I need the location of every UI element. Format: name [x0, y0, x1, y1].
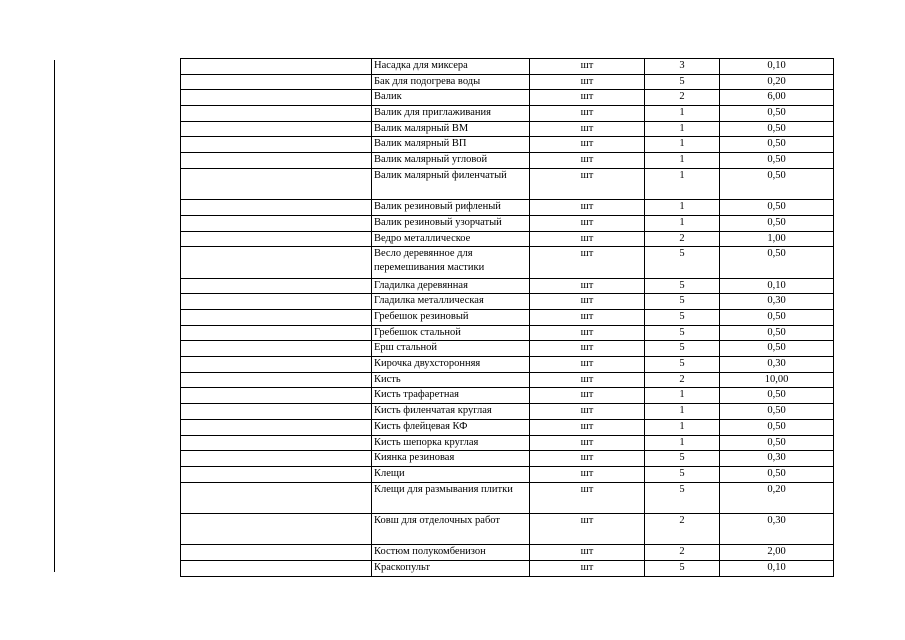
table-row: [181, 451, 834, 467]
unit-cell: шт: [530, 200, 645, 216]
empty-cell: [181, 435, 372, 451]
norm-cell: 0,50: [720, 388, 834, 404]
norm-cell: 10,00: [720, 372, 834, 388]
table-row: [181, 168, 834, 199]
unit-cell: шт: [530, 435, 645, 451]
item-name-cell: Ковш для отделочных работ: [372, 513, 530, 544]
quantity-cell: 2: [645, 545, 720, 561]
item-name-cell: Гладилка металлическая: [372, 294, 530, 310]
norm-cell: 0,50: [720, 466, 834, 482]
unit-cell: шт: [530, 388, 645, 404]
norm-cell: 0,50: [720, 168, 834, 199]
table-row: [181, 231, 834, 247]
norm-cell: 0,50: [720, 310, 834, 326]
quantity-cell: 2: [645, 513, 720, 544]
table-row: [181, 325, 834, 341]
quantity-cell: 1: [645, 153, 720, 169]
empty-cell: [181, 545, 372, 561]
unit-cell: шт: [530, 419, 645, 435]
unit-cell: шт: [530, 168, 645, 199]
unit-cell: шт: [530, 137, 645, 153]
page-margin-line: [54, 60, 55, 572]
norm-cell: 0,30: [720, 294, 834, 310]
quantity-cell: 2: [645, 90, 720, 106]
unit-cell: шт: [530, 404, 645, 420]
unit-cell: шт: [530, 153, 645, 169]
item-name-cell: Ерш стальной: [372, 341, 530, 357]
table-row: [181, 106, 834, 122]
unit-cell: шт: [530, 310, 645, 326]
empty-cell: [181, 310, 372, 326]
quantity-cell: 5: [645, 561, 720, 577]
inventory-table-body: [181, 59, 834, 577]
empty-cell: [181, 153, 372, 169]
empty-cell: [181, 231, 372, 247]
quantity-cell: 1: [645, 168, 720, 199]
item-name-cell: Кисть трафаретная: [372, 388, 530, 404]
norm-cell: 0,50: [720, 419, 834, 435]
empty-cell: [181, 106, 372, 122]
unit-cell: шт: [530, 215, 645, 231]
quantity-cell: 5: [645, 247, 720, 278]
table-row: [181, 466, 834, 482]
empty-cell: [181, 278, 372, 294]
table-row: [181, 294, 834, 310]
norm-cell: 0,50: [720, 200, 834, 216]
quantity-cell: 5: [645, 341, 720, 357]
table-row: [181, 310, 834, 326]
unit-cell: шт: [530, 466, 645, 482]
table-row: [181, 74, 834, 90]
item-name-cell: Весло деревянное для перемешивания мастики: [372, 247, 530, 278]
item-name-cell: Ведро металлическое: [372, 231, 530, 247]
norm-cell: 0,50: [720, 137, 834, 153]
table-row: [181, 482, 834, 513]
item-name-cell: Гладилка деревянная: [372, 278, 530, 294]
quantity-cell: 5: [645, 310, 720, 326]
item-name-cell: Клещи: [372, 466, 530, 482]
empty-cell: [181, 74, 372, 90]
empty-cell: [181, 121, 372, 137]
quantity-cell: 5: [645, 294, 720, 310]
quantity-cell: 2: [645, 231, 720, 247]
table-row: [181, 247, 834, 278]
norm-cell: 0,10: [720, 278, 834, 294]
empty-cell: [181, 200, 372, 216]
table-row: [181, 545, 834, 561]
norm-cell: 2,00: [720, 545, 834, 561]
quantity-cell: 3: [645, 59, 720, 75]
empty-cell: [181, 341, 372, 357]
unit-cell: шт: [530, 90, 645, 106]
unit-cell: шт: [530, 74, 645, 90]
unit-cell: шт: [530, 325, 645, 341]
empty-cell: [181, 215, 372, 231]
quantity-cell: 5: [645, 74, 720, 90]
quantity-cell: 5: [645, 451, 720, 467]
item-name-cell: Валик для приглаживания: [372, 106, 530, 122]
item-name-cell: Кисть филенчатая круглая: [372, 404, 530, 420]
norm-cell: 0,50: [720, 215, 834, 231]
norm-cell: 0,30: [720, 451, 834, 467]
item-name-cell: Валик резиновый рифленый: [372, 200, 530, 216]
inventory-table: [180, 58, 834, 577]
unit-cell: шт: [530, 341, 645, 357]
unit-cell: шт: [530, 278, 645, 294]
item-name-cell: Валик малярный ВП: [372, 137, 530, 153]
empty-cell: [181, 513, 372, 544]
unit-cell: шт: [530, 451, 645, 467]
quantity-cell: 5: [645, 466, 720, 482]
quantity-cell: 5: [645, 325, 720, 341]
norm-cell: 0,50: [720, 435, 834, 451]
norm-cell: 0,50: [720, 341, 834, 357]
quantity-cell: 1: [645, 121, 720, 137]
quantity-cell: 1: [645, 200, 720, 216]
unit-cell: шт: [530, 106, 645, 122]
norm-cell: 0,10: [720, 59, 834, 75]
norm-cell: 0,30: [720, 357, 834, 373]
unit-cell: шт: [530, 247, 645, 278]
quantity-cell: 1: [645, 419, 720, 435]
table-row: [181, 90, 834, 106]
empty-cell: [181, 451, 372, 467]
unit-cell: шт: [530, 59, 645, 75]
item-name-cell: Кисть флейцевая КФ: [372, 419, 530, 435]
norm-cell: 0,50: [720, 153, 834, 169]
item-name-cell: Киянка резиновая: [372, 451, 530, 467]
quantity-cell: 1: [645, 388, 720, 404]
table-row: [181, 215, 834, 231]
table-row: [181, 561, 834, 577]
quantity-cell: 1: [645, 137, 720, 153]
table-row: [181, 200, 834, 216]
empty-cell: [181, 372, 372, 388]
unit-cell: шт: [530, 372, 645, 388]
unit-cell: шт: [530, 231, 645, 247]
table-row: [181, 357, 834, 373]
empty-cell: [181, 357, 372, 373]
item-name-cell: Валик малярный ВМ: [372, 121, 530, 137]
empty-cell: [181, 294, 372, 310]
norm-cell: 0,50: [720, 121, 834, 137]
item-name-cell: Кисть шепорка круглая: [372, 435, 530, 451]
empty-cell: [181, 137, 372, 153]
unit-cell: шт: [530, 294, 645, 310]
quantity-cell: 1: [645, 435, 720, 451]
unit-cell: шт: [530, 513, 645, 544]
table-row: [181, 372, 834, 388]
quantity-cell: 5: [645, 357, 720, 373]
item-name-cell: Гребешок резиновый: [372, 310, 530, 326]
table-row: [181, 278, 834, 294]
norm-cell: 0,50: [720, 404, 834, 420]
empty-cell: [181, 482, 372, 513]
table-row: [181, 121, 834, 137]
unit-cell: шт: [530, 482, 645, 513]
table-row: [181, 388, 834, 404]
empty-cell: [181, 247, 372, 278]
norm-cell: 0,20: [720, 482, 834, 513]
empty-cell: [181, 59, 372, 75]
empty-cell: [181, 168, 372, 199]
quantity-cell: 1: [645, 215, 720, 231]
table-row: [181, 404, 834, 420]
item-name-cell: Валик: [372, 90, 530, 106]
unit-cell: шт: [530, 357, 645, 373]
table-row: [181, 435, 834, 451]
item-name-cell: Валик малярный угловой: [372, 153, 530, 169]
item-name-cell: Краскопульт: [372, 561, 530, 577]
table-row: [181, 341, 834, 357]
quantity-cell: 1: [645, 404, 720, 420]
item-name-cell: Валик резиновый узорчатый: [372, 215, 530, 231]
norm-cell: 0,10: [720, 561, 834, 577]
empty-cell: [181, 466, 372, 482]
empty-cell: [181, 325, 372, 341]
quantity-cell: 5: [645, 278, 720, 294]
empty-cell: [181, 561, 372, 577]
unit-cell: шт: [530, 121, 645, 137]
item-name-cell: Насадка для миксера: [372, 59, 530, 75]
quantity-cell: 1: [645, 106, 720, 122]
item-name-cell: Костюм полукомбенизон: [372, 545, 530, 561]
empty-cell: [181, 90, 372, 106]
unit-cell: шт: [530, 561, 645, 577]
item-name-cell: Клещи для размывания плитки: [372, 482, 530, 513]
quantity-cell: 5: [645, 482, 720, 513]
norm-cell: 0,50: [720, 106, 834, 122]
norm-cell: 0,50: [720, 325, 834, 341]
empty-cell: [181, 404, 372, 420]
table-row: [181, 153, 834, 169]
quantity-cell: 2: [645, 372, 720, 388]
norm-cell: 6,00: [720, 90, 834, 106]
item-name-cell: Бак для подогрева воды: [372, 74, 530, 90]
norm-cell: 0,30: [720, 513, 834, 544]
empty-cell: [181, 419, 372, 435]
item-name-cell: Кирочка двухсторонняя: [372, 357, 530, 373]
item-name-cell: Кисть: [372, 372, 530, 388]
item-name-cell: Гребешок стальной: [372, 325, 530, 341]
table-row: [181, 513, 834, 544]
table-row: [181, 419, 834, 435]
table-row: [181, 59, 834, 75]
norm-cell: 1,00: [720, 231, 834, 247]
table-row: [181, 137, 834, 153]
item-name-cell: Валик малярный филенчатый: [372, 168, 530, 199]
norm-cell: 0,20: [720, 74, 834, 90]
norm-cell: 0,50: [720, 247, 834, 278]
empty-cell: [181, 388, 372, 404]
unit-cell: шт: [530, 545, 645, 561]
